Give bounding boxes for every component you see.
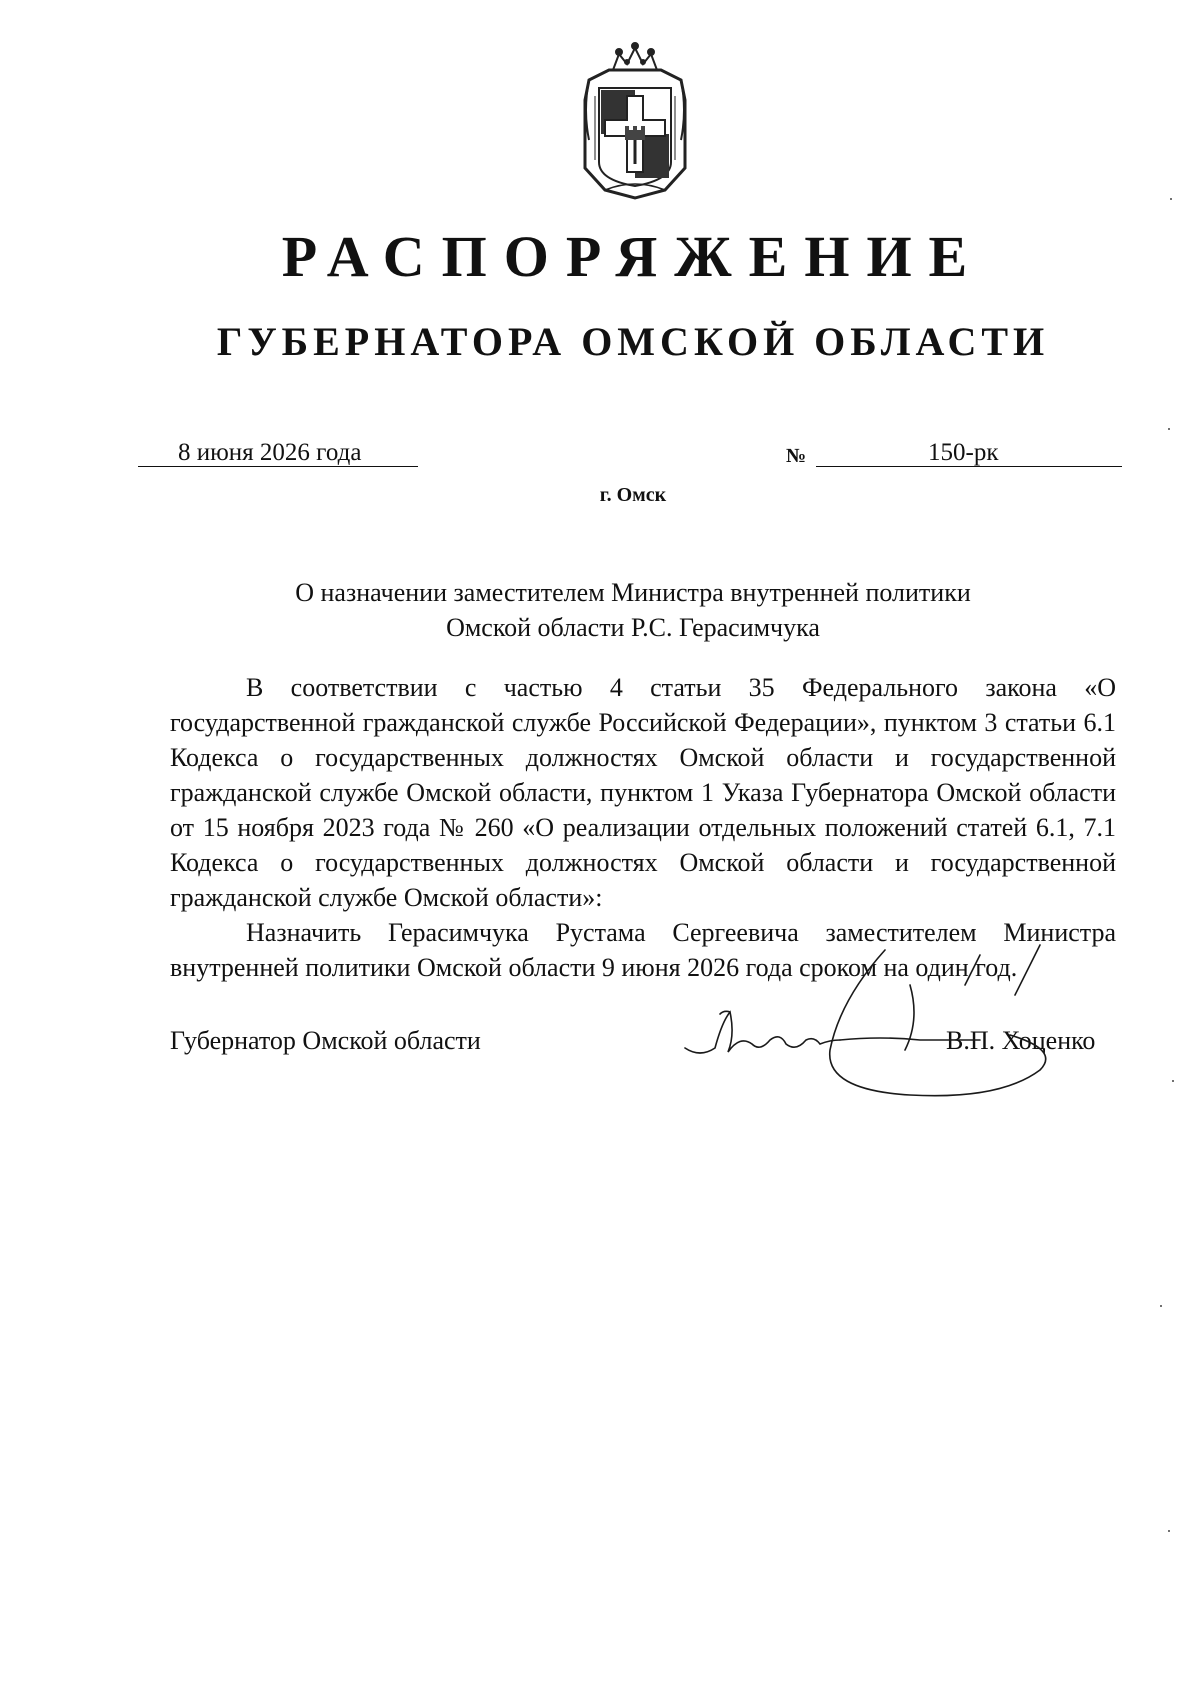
coat-of-arms-icon xyxy=(575,40,695,202)
scan-speck xyxy=(1172,1080,1174,1082)
signatory-role: Губернатор Омской области xyxy=(170,1026,481,1055)
heading-line-1: О назначении заместителем Министра внутренней политики xyxy=(295,578,971,607)
scan-speck xyxy=(1168,1530,1170,1532)
heading-line-2: Омской области Р.С. Герасимчука xyxy=(446,613,820,642)
number-sign: № xyxy=(786,445,807,467)
scan-speck xyxy=(1160,1305,1162,1307)
scan-speck xyxy=(1168,428,1170,430)
document-title: РАСПОРЯЖЕНИЕ xyxy=(281,224,985,289)
signatory-name: В.П. Хоценко xyxy=(946,1026,1096,1055)
document-subtitle: ГУБЕРНАТОРА ОМСКОЙ ОБЛАСТИ xyxy=(216,319,1050,364)
scan-speck xyxy=(1170,198,1172,200)
document-date: 8 июня 2026 года xyxy=(178,439,362,466)
document-heading xyxy=(150,575,1116,645)
body-paragraph: Назначить Герасимчука Рустама Сергеевича заместителем Министра внутренней политики Омской области 9 июня 2026 года сроком на один год. xyxy=(170,918,1116,982)
document-number: 150-рк xyxy=(928,439,999,466)
document-body xyxy=(170,670,1116,985)
body-paragraph: В соответствии с частью 4 статьи 35 Федерального закона «О государственной гражданской службе Российской Федерации», пунктом 3 статьи 6.1 Кодекса о государственных должностях Омской области и государственной гражданской службе Омской области, пунктом 1 Указа Губернатора Омской области от 15 ноября 2023 года № 260 «О реализации отдельных положений статей 6.1, 7.1 Кодекса о государственных должностях Омской области и государственной гражданской службе Омской области»: xyxy=(170,673,1116,912)
document-city: г. Омск xyxy=(599,484,667,506)
